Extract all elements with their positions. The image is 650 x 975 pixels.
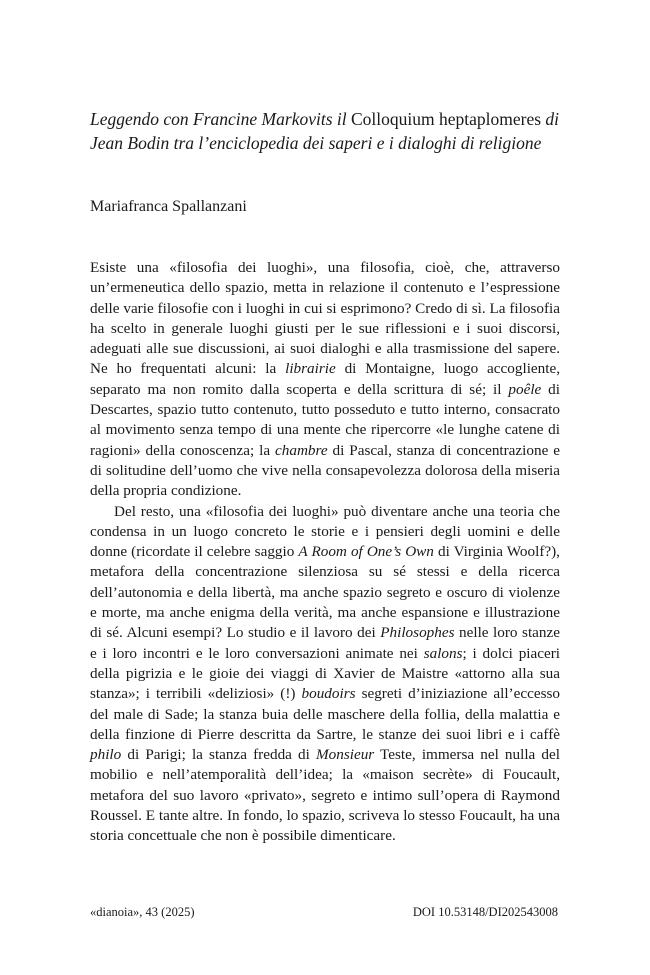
article-author: Mariafranca Spallanzani bbox=[90, 198, 247, 215]
paragraph-text: segreti d’iniziazione all’eccesso del male di Sade; la stanza buia delle maschere della follia, della malattia e della finzione di Pierre descritta da Sartre, le stanze dei suoi libri e i caffè bbox=[90, 685, 560, 743]
footer-journal: «dianoia», 43 (2025) bbox=[90, 905, 195, 919]
paragraph-1 bbox=[90, 258, 560, 502]
paragraph-text: di Montaigne, luogo accogliente, separato ma non romito dalla scoperta e della scrittura di sé; il bbox=[90, 360, 561, 398]
italic-term: poêle bbox=[508, 380, 542, 398]
paragraph-text: di Virginia Woolf?), metafora della concentrazione silenziosa su sé stessi e della ricerca dell’autonomia e della libertà, ma anche spazio segreto e oscuro di violenze e morte, ma anche enigma della verità, ma anche espansione e illustrazione di sé. Alcuni esempi? Lo studio e il lavoro dei bbox=[90, 543, 560, 642]
paragraph-text: Esiste una «filosofia dei luoghi», una filosofia, cioè, che, attraverso un’ermeneutica dello spazio, metta in relazione il contenuto e l’espressione delle varie filosofie con i luoghi in cui si esprimono? Credo di sì. La filosofia ha scelto in generale luoghi giusti per le sue riflessioni e i suoi discorsi, adeguati alle sue discussioni, ai suoi dialoghi e alla trasmissione del sapere. Ne ho frequentati alcuni: la bbox=[90, 259, 560, 378]
italic-term: librairie bbox=[285, 360, 336, 378]
article-title bbox=[90, 107, 560, 155]
paragraph-text: nelle loro stanze e i loro incontri e le loro conversazioni animate nei bbox=[90, 624, 560, 662]
paragraph-2 bbox=[90, 502, 560, 847]
title-work-name: Colloquium heptaplomeres bbox=[351, 109, 542, 129]
italic-term: boudoirs bbox=[301, 685, 356, 703]
article-body bbox=[90, 258, 560, 847]
paragraph-text: Del resto, una «filosofia dei luoghi» può diventare anche una teoria che condensa in un luogo concreto le storie e i pensieri degli uomini e delle donne (ricordate il celebre saggio bbox=[90, 502, 560, 561]
italic-term: Monsieur bbox=[315, 746, 375, 764]
italic-term: Philosophes bbox=[380, 624, 455, 642]
italic-term: A Room of One’s Own bbox=[298, 543, 434, 561]
paragraph-text: Teste, immersa nel nulla del mobilio e nell’atemporalità dell’idea; la «maison secrète» di Foucault, metafora del suo lavoro «privato», segreto e intimo sull’opera di Raymond Roussel. E tante altre. In fondo, lo spazio, scriveva lo stesso Foucault, ha una storia concettuale che non è possibile dimenticare. bbox=[90, 746, 560, 845]
italic-term: salons bbox=[423, 644, 463, 662]
paragraph-text: ; i dolci piaceri della pigrizia e le gioie dei viaggi di Xavier de Maistre «attorno alla sua stanza»; i terribili «deliziosi» (!) bbox=[90, 644, 561, 703]
italic-term: chambre bbox=[275, 441, 328, 459]
paragraph-text: di Parigi; la stanza fredda di bbox=[121, 746, 316, 764]
paragraph-text: di Descartes, spazio tutto contenuto, tutto posseduto e tutto interno, consacrato al movimento senza tempo di una mente che ripercorre «le lunghe catene di ragioni» della conoscenza; la bbox=[90, 380, 560, 459]
footer-doi: DOI 10.53148/DI202543008 bbox=[412, 905, 558, 919]
italic-term: philo bbox=[90, 746, 122, 764]
title-italic-tail: di Jean Bodin tra l’enciclopedia dei saperi e i dialoghi di religione bbox=[90, 109, 560, 153]
title-italic-lead: Leggendo con Francine Markovits il bbox=[90, 109, 351, 129]
paragraph-text: di Pascal, stanza di concentrazione e di solitudine dell’uomo che vive nella consapevolezza dolorosa della miseria della propria condizione. bbox=[90, 441, 560, 500]
